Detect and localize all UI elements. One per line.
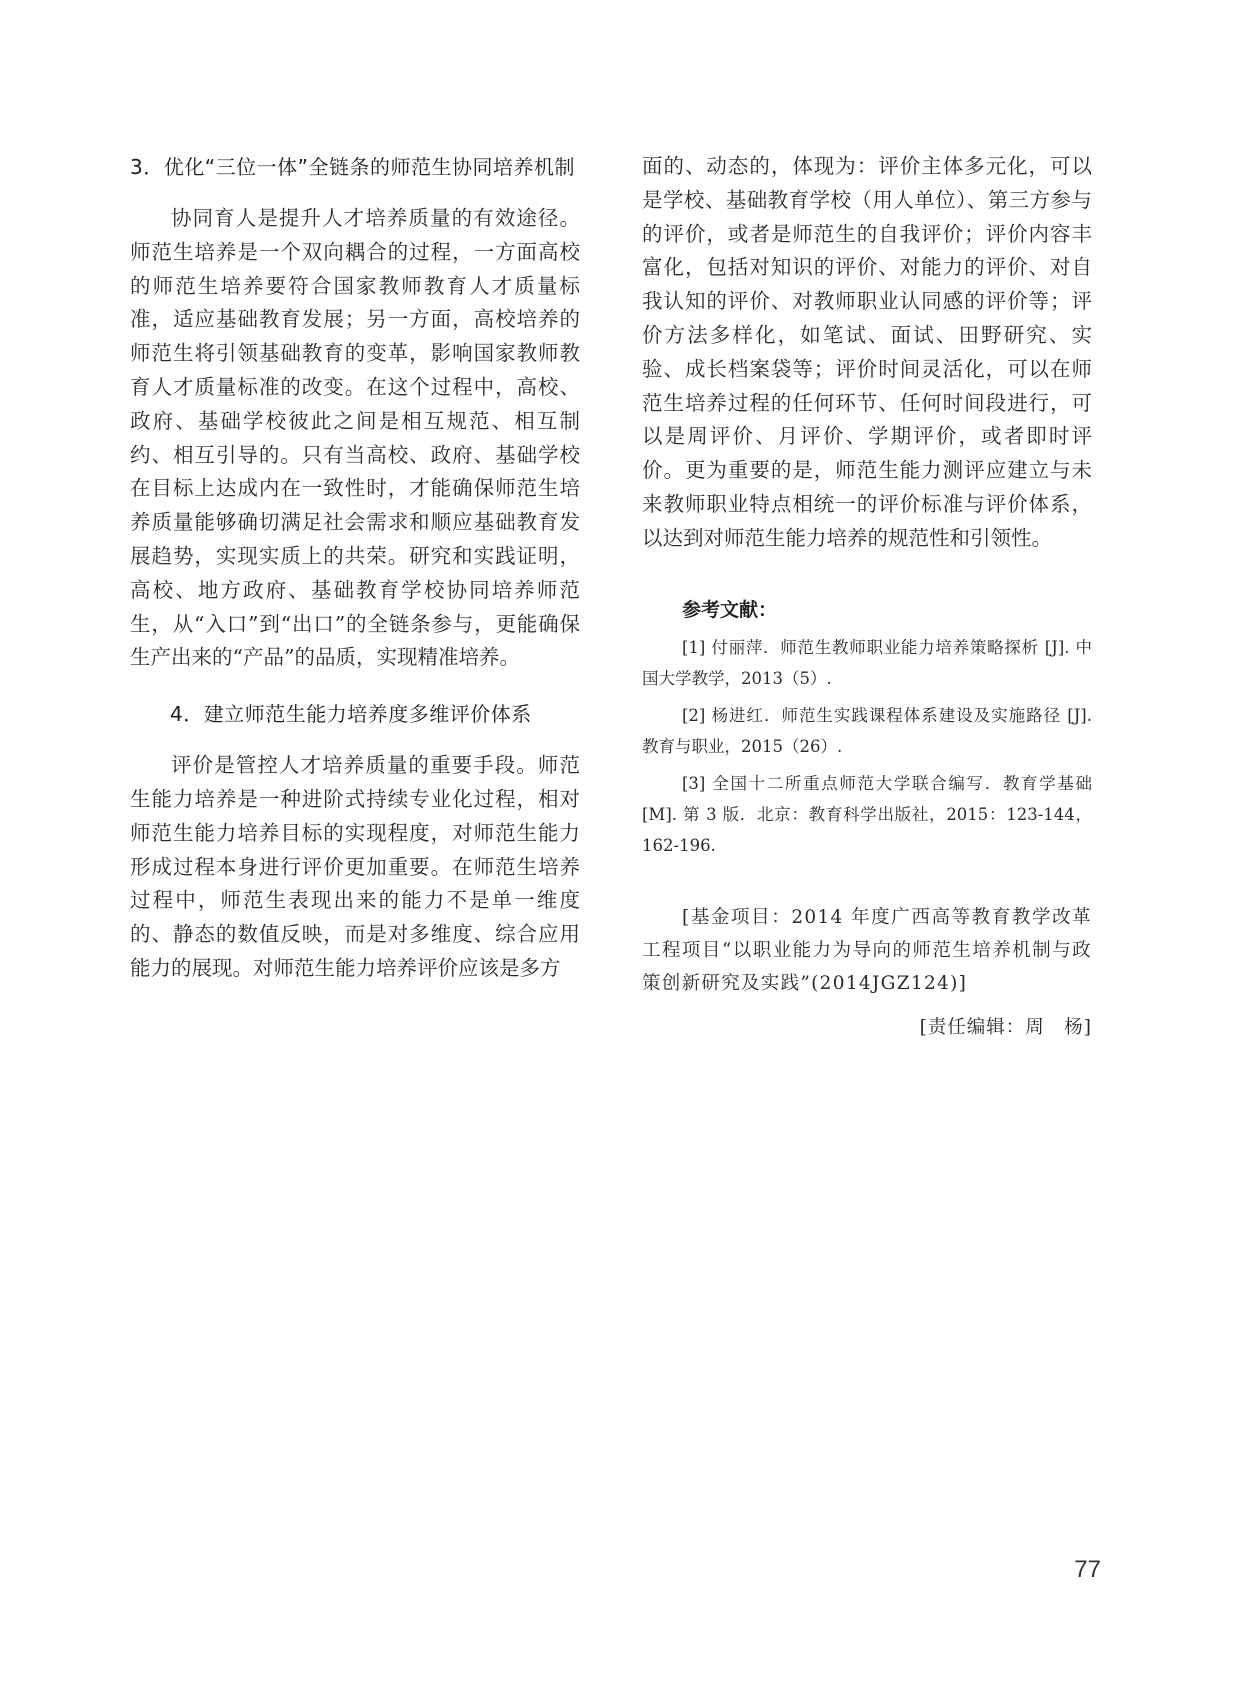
- section-4-paragraph-continued: 面的、动态的，体现为：评价主体多元化，可以是学校、基础教育学校（用人单位）、第三方参与的评价，或者是师范生的自我评价；评价内容丰富化，包括对知识的评价、对能力的评价、对自我认知的评价、对教师职业认同感的评价等；评价方法多样化，如笔试、面试、田野研究、实验、成长档案袋等；评价时间灵活化，可以在师范生培养过程的任何环节、任何时间段进行，可以是周评价、月评价、学期评价，或者即时评价。更为重要的是，师范生能力测评应建立与未来教师职业特点相统一的评价标准与评价体系，以达到对师范生能力培养的规范性和引领性。: [642, 154, 1092, 550]
- section-3-heading: 3．优化“三位一体”全链条的师范生协同培养机制: [130, 155, 575, 179]
- reference-item: [3] 全国十二所重点师范大学联合编写．教育学基础 [M]. 第 3 版．北京：教育科学出版社，2015：123-144，162-196.: [642, 773, 1092, 855]
- references-title: 参考文献：: [682, 598, 778, 621]
- section-3-paragraph: 协同育人是提升人才培养质量的有效途径。师范生培养是一个双向耦合的过程，一方面高校的师范生培养要符合国家教师教育人才质量标准，适应基础教育发展；另一方面，高校培养的师范生将引领基础教育的变革，影响国家教师教育人才质量标准的改变。在这个过程中，高校、政府、基础学校彼此之间是相互规范、相互制约、相互引导的。只有当高校、政府、基础学校在目标上达成内在一致性时，才能确保师范生培养质量能够确切满足社会需求和顺应基础教育发展趋势，实现实质上的共荣。研究和实践证明，高校、地方政府、基础教育学校协同培养师范生，从“入口”到“出口”的全链条参与，更能确保生产出来的“产品”的品质，实现精准培养。: [130, 206, 580, 670]
- references-list: [642, 632, 1092, 861]
- editor-note: [责任编辑：周 杨]: [919, 1016, 1092, 1038]
- page-number: 77: [1074, 1556, 1101, 1583]
- reference-item: [1] 付丽萍．师范生教师职业能力培养策略探析 [J]. 中国大学教学，2013（5）.: [642, 637, 1092, 688]
- right-column: [642, 150, 1092, 1044]
- fund-note: [基金项目：2014 年度广西高等教育教学改革工程项目“以职业能力为导向的师范生培养机制与政策创新研究及实践”(2014JGZ124)]: [642, 906, 1092, 994]
- section-4-heading: 4．建立师范生能力培养度多维评价体系: [170, 702, 532, 727]
- left-column: [130, 150, 580, 986]
- section-4-paragraph: 评价是管控人才培养质量的重要手段。师范生能力培养是一种进阶式持续专业化过程，相对师范生能力培养目标的实现程度，对师范生能力形成过程本身进行评价更加重要。在师范生培养过程中，师范生表现出来的能力不是单一维度的、静态的数值反映，而是对多维度、综合应用能力的展现。对师范生能力培养评价应该是多方: [130, 753, 580, 980]
- reference-item: [2] 杨进红．师范生实践课程体系建设及实施路径 [J]. 教育与职业，2015（26）.: [642, 705, 1092, 756]
